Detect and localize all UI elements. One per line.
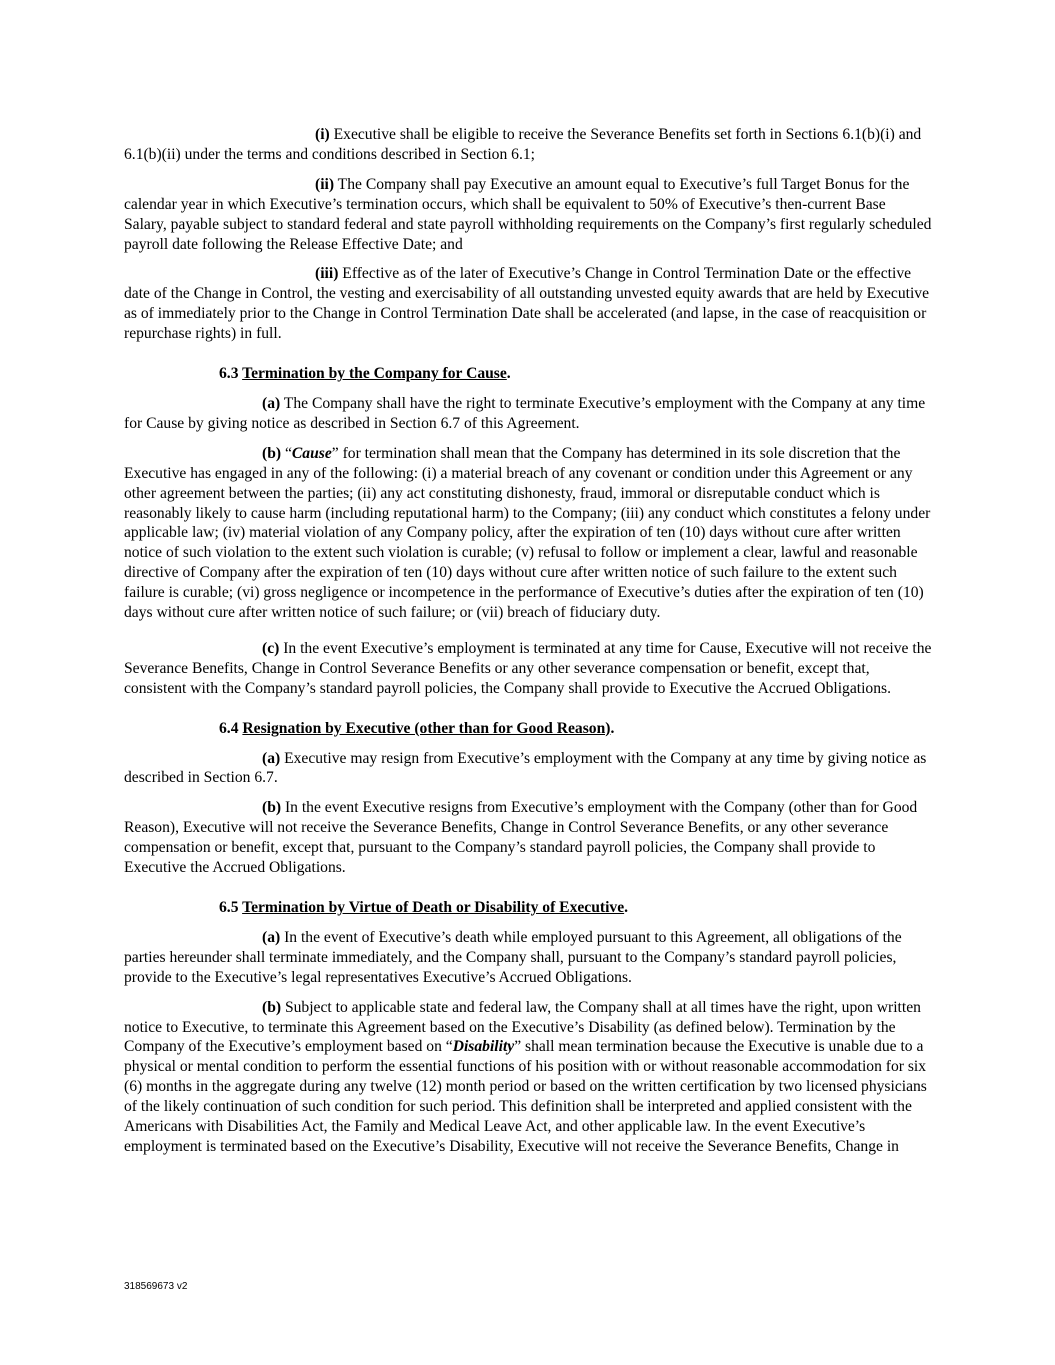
label: (a) bbox=[262, 394, 281, 412]
label: (a) bbox=[262, 928, 281, 946]
label: (ii) bbox=[315, 175, 335, 193]
document-body bbox=[124, 125, 932, 1167]
text: Effective as of the later of Executive’s Change in Control Termination Date or the effective date of the Change in Control, the vesting and exercisability of all outstanding unvested equity awards that are held by Executive as of immediately prior to the Change in Control Termination Date shall be accelerated (and lapse, in the case of reacquisition or repurchase rights) in full. bbox=[124, 265, 930, 343]
text: In the event Executive’s employment is terminated at any time for Cause, Executive will not receive the Severance Benefits, Change in Control Severance Benefits or any other severance compensation or benefit, except that, consistent with the Company’s standard payroll policies, the Company shall provide to Executive the Accrued Obligations. bbox=[124, 639, 932, 697]
paragraph-i bbox=[124, 125, 932, 165]
end: . bbox=[506, 365, 511, 383]
paragraph-6-4-a bbox=[124, 749, 932, 789]
heading-6-3 bbox=[124, 364, 932, 384]
text: Executive may resign from Executive’s employment with the Company at any time by giving notice as described in Section 6.7. bbox=[124, 749, 927, 787]
defined-term-disability: Disability bbox=[452, 1038, 515, 1056]
text: In the event Executive resigns from Executive’s employment with the Company (other than for Good Reason), Executive will not receive the Severance Benefits, Change in Control Severance Benefits, or any other severance compensation or benefit, except that, pursuant to the Company’s standard payroll policies, the Company shall provide to Executive the Accrued Obligations. bbox=[124, 799, 918, 877]
heading-6-5 bbox=[124, 898, 932, 918]
text: ” for termination shall mean that the Company has determined in its sole discretion that the Executive has engaged in any of the following: (i) a material breach of any covenant or condition under this Agreement or any other agreement between the parties; (ii) any act constituting dishonesty, fraud, immoral or disreputable conduct which is reasonably likely to cause harm (including reputational harm) to the Company; (iii) any conduct which constitutes a felony under applicable law; (iv) material violation of any Company policy, after the expiration of ten (10) days without cure after written notice of such violation to the extent such violation is curable; (v) refusal to follow or implement a clear, lawful and reasonable directive of Company after the expiration of ten (10) days without cure after written notice of such failure to the extent such failure is curable; (vi) gross negligence or incompetence in the performance of Executive’s duties after the expiration of ten (10) days without cure after written notice of such failure; or (vii) breach of fiduciary duty. bbox=[124, 444, 931, 622]
text: Subject to applicable state and federal law, the Company shall at all times have the right, upon written notice to Executive, to terminate this Agreement based on the Executive’s Disability (as defined below). Termination by the Company of the Executive’s employment based on “ bbox=[124, 998, 921, 1056]
paragraph-6-4-b bbox=[124, 798, 932, 878]
paragraph-iii bbox=[124, 264, 932, 344]
label: (c) bbox=[262, 639, 280, 657]
number: 6.5 bbox=[219, 899, 243, 916]
label: (i) bbox=[315, 126, 330, 143]
text: The Company shall pay Executive an amount equal to Executive’s full Target Bonus for the calendar year in which Executive’s termination occurs, which shall be equivalent to 50% of Executive’s then-current Base Salary, payable subject to standard federal and state payroll withholding requirements on the Company’s first regularly scheduled payroll date following the Release Effective Date; and bbox=[124, 175, 932, 253]
document-footer-id: 318569673 v2 bbox=[124, 1281, 188, 1292]
label: (iii) bbox=[315, 265, 339, 283]
end: . bbox=[624, 899, 629, 916]
text: In the event of Executive’s death while employed pursuant to this Agreement, all obligations of the parties hereunder shall terminate immediately, and the Company shall, pursuant to the Company’s standard payroll policies, provide to the Executive’s legal representatives Executive’s Accrued Obligations. bbox=[124, 928, 902, 986]
paragraph-6-5-b bbox=[124, 998, 932, 1157]
label: (b) bbox=[262, 444, 282, 462]
heading-6-4 bbox=[124, 719, 932, 739]
paragraph-6-3-b bbox=[124, 444, 932, 623]
defined-term-cause: Cause bbox=[291, 444, 332, 462]
end: . bbox=[610, 719, 615, 737]
number: 6.4 bbox=[219, 719, 243, 737]
paragraph-6-3-a bbox=[124, 394, 932, 434]
label: (b) bbox=[262, 998, 282, 1016]
text: Executive shall be eligible to receive the Severance Benefits set forth in Sections 6.1(b)(i) and 6.1(b)(ii) under the terms and conditions described in Section 6.1; bbox=[124, 126, 922, 163]
paragraph-ii bbox=[124, 175, 932, 255]
number: 6.3 bbox=[219, 365, 243, 383]
label: (b) bbox=[262, 799, 282, 817]
title: Termination by Virtue of Death or Disability of Executive bbox=[242, 899, 625, 916]
paragraph-6-3-c bbox=[124, 639, 932, 699]
open-quote: “ bbox=[281, 444, 292, 462]
paragraph-6-5-a bbox=[124, 928, 932, 988]
label: (a) bbox=[262, 749, 281, 767]
title: Resignation by Executive (other than for Good Reason) bbox=[242, 719, 611, 737]
text: ” shall mean termination because the Executive is unable due to a physical or mental condition to perform the essential functions of his position with or without reasonable accommodation for six (6) months in the aggregate during any twelve (12) month period or based on the written certification by two licensed physicians of the likely continuation of such condition for such period. This definition shall be interpreted and applied consistent with the Americans with Disabilities Act, the Family and Medical Leave Act, and other applicable law. In the event Executive’s employment is terminated based on the Executive’s Disability, Executive will not receive the Severance Benefits, Change in bbox=[124, 1038, 927, 1155]
text: The Company shall have the right to terminate Executive’s employment with the Company at any time for Cause by giving notice as described in Section 6.7 of this Agreement. bbox=[124, 394, 926, 432]
title: Termination by the Company for Cause bbox=[242, 365, 507, 383]
